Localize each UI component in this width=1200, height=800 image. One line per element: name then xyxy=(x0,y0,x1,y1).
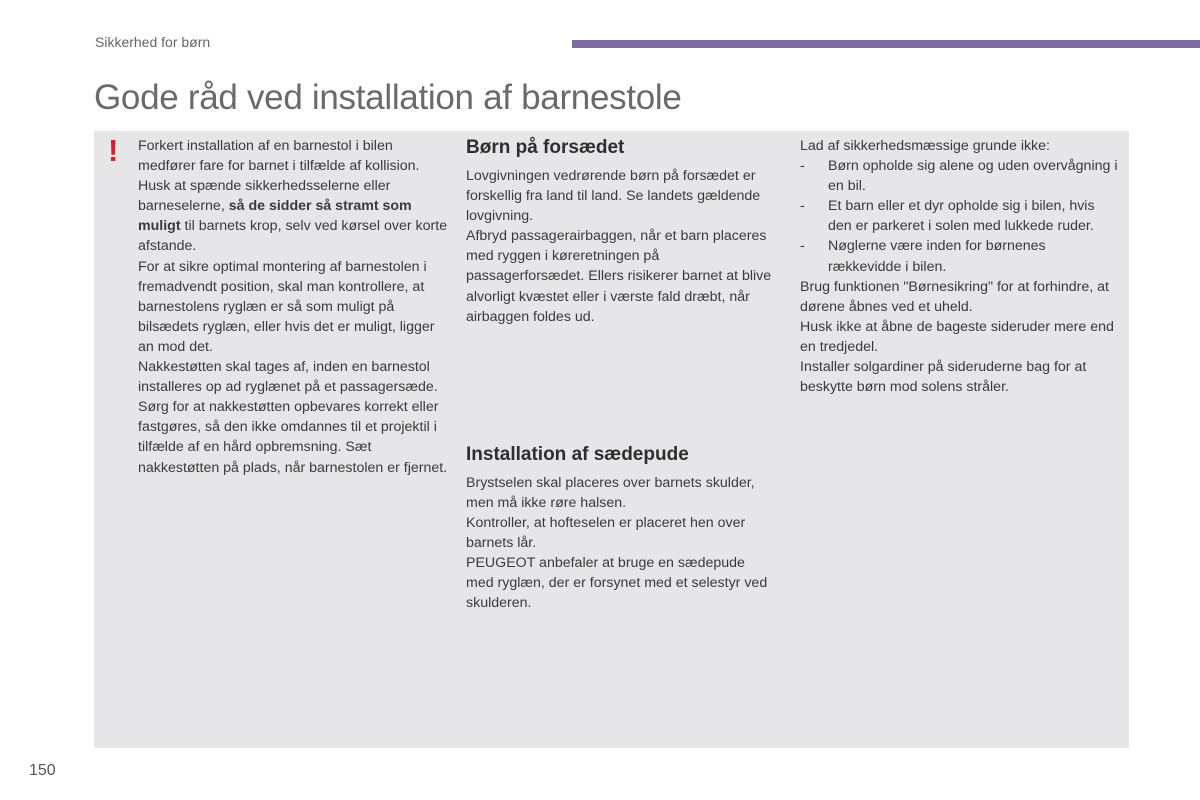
col2-paragraph: Brystselen skal placeres over barnets skulder, men må ikke røre halsen. xyxy=(466,474,755,511)
section-accent-bar xyxy=(572,40,1200,48)
col2-paragraph: Afbryd passagerairbaggen, når et barn placeres med ryggen i køreretningen på passagerforsædet. Ellers risikerer barnet at blive alvorligt kvæstet eller i værste fald dræbt, når airbaggen foldes ud. xyxy=(466,228,772,325)
col3-paragraph: Brug funktionen "Børnesikring" for at forhindre, at dørene åbnes ved et uheld. xyxy=(800,278,1109,315)
list-item: - Nøglerne være inden for børnenes rækkevidde i bilen. xyxy=(800,238,1046,275)
column-2 xyxy=(466,136,776,613)
col2-paragraph: Lovgivningen vedrørende børn på forsædet er forskellig fra land til land. Se landets gældende lovgivning. xyxy=(466,168,761,225)
col1-paragraph: For at sikre optimal montering af barnestolen i fremadvendt position, skal man kontrollere, at barnestolens ryglæn er så som muligt på bilsædets ryglæn, eller hvis det er muligt, ligger an mod det. xyxy=(138,258,435,355)
page-title: Gode råd ved installation af barnestole xyxy=(94,78,682,117)
warning-bold-text: så de sidder så stramt som muligt xyxy=(138,198,412,235)
col3-paragraph: Husk ikke at åbne de bageste sideruder mere end en tredjedel. xyxy=(800,318,1114,355)
col3-intro: Lad af sikkerhedsmæssige grunde ikke: xyxy=(800,138,1050,154)
col1-paragraph: Sørg for at nakkestøtten opbevares korrekt eller fastgøres, så den ikke omdannes til et projektil i tilfælde af en hård opbremsning. Sæt nakkestøtten på plads, når barnestolen er fjernet. xyxy=(138,399,448,476)
warning-icon: ! xyxy=(108,133,119,168)
section-label: Sikkerhed for børn xyxy=(95,34,211,50)
page-number: 150 xyxy=(29,762,56,779)
heading-front-seat: Børn på forsædet xyxy=(466,137,625,158)
col3-paragraph: Installer solgardiner på sideruderne bag for at beskytte børn mod solens stråler. xyxy=(800,359,1087,396)
heading-booster: Installation af sædepude xyxy=(466,443,689,465)
list-item: - Et barn eller et dyr opholde sig i bilen, hvis den er parkeret i solen med lukkede ruder. xyxy=(800,198,1095,235)
list-item: - Børn opholde sig alene og uden overvågning i en bil. xyxy=(800,158,1118,195)
column-1 xyxy=(138,136,453,478)
column-3 xyxy=(800,136,1118,397)
col1-paragraph: Nakkestøtten skal tages af, inden en barnestol installeres op ad ryglænet på et passagersæde. xyxy=(138,359,438,396)
col2-paragraph: PEUGEOT anbefaler at bruge en sædepude med ryglæn, der er forsynet med et selestyr ved skulderen. xyxy=(466,555,768,612)
col2-paragraph: Kontroller, at hofteselen er placeret hen over barnets lår. xyxy=(466,514,746,552)
warning-intro: Forkert installation af en barnestol i bilen medfører fare for barnet i tilfælde af kollision. Husk at spænde sikkerhedsselerne eller barneselerne, så de sidder så stramt som muligt til barnets krop, selv ved kørsel over korte afstande. xyxy=(138,138,448,255)
